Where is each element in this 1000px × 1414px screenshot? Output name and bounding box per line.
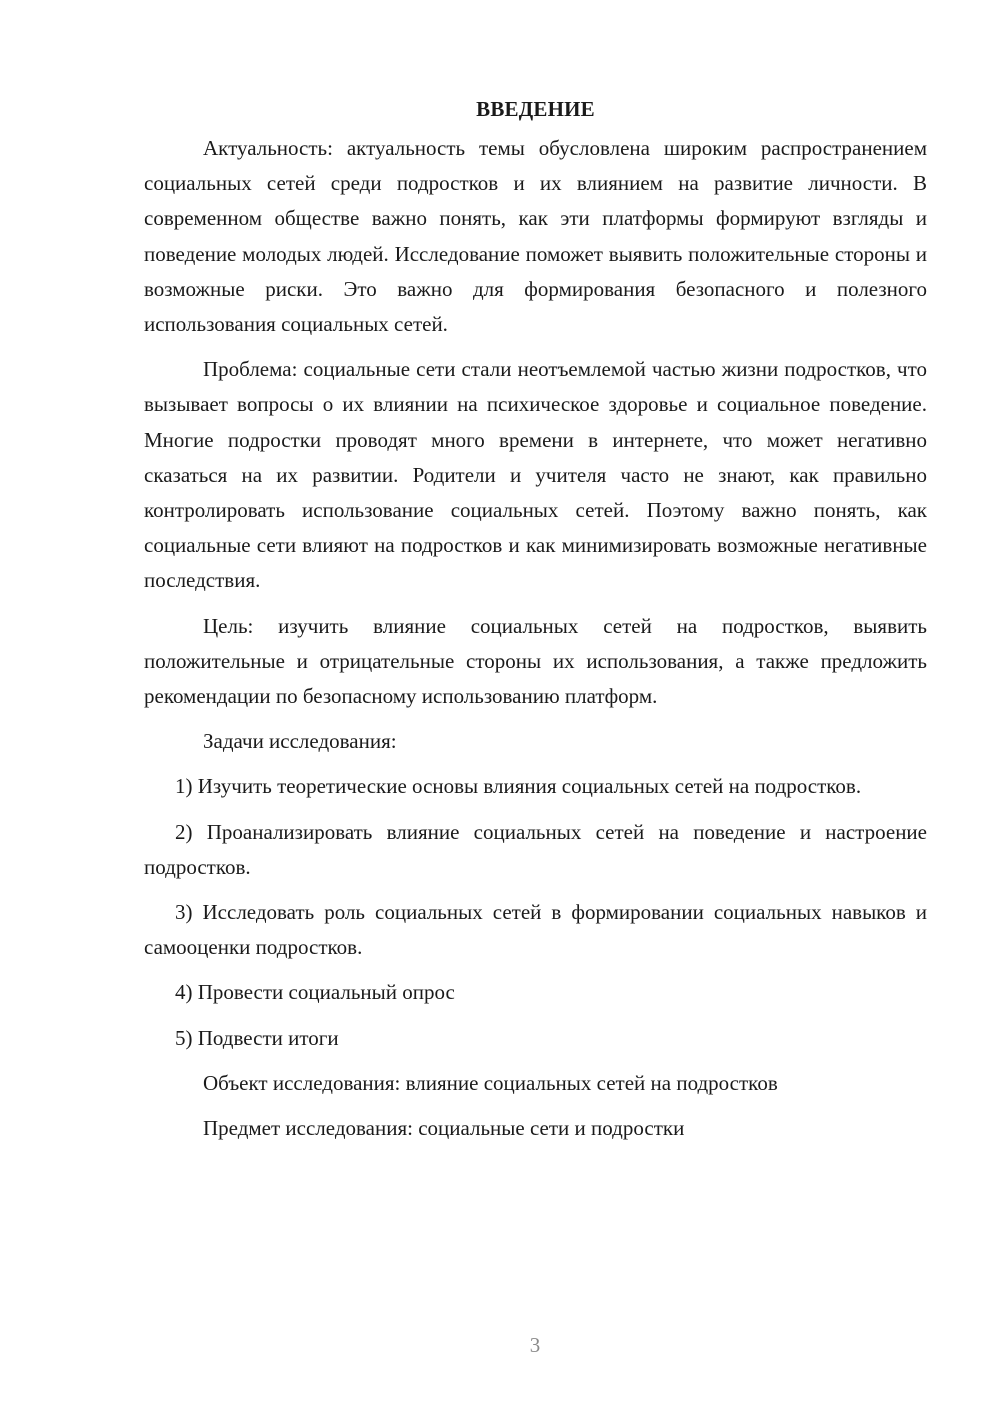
research-subject: Предмет исследования: социальные сети и подростки <box>203 1116 685 1141</box>
page-title: ВВЕДЕНИЕ <box>476 97 595 121</box>
task-item-3: 3) Исследовать роль социальных сетей в формировании социальных навыков и самооценки подростков. <box>144 900 927 960</box>
task-item-1: 1) Изучить теоретические основы влияния социальных сетей на подростков. <box>175 774 862 799</box>
tasks-heading: Задачи исследования: <box>203 729 397 754</box>
problem-paragraph: Проблема: социальные сети стали неотъемлемой частью жизни подростков, что вызывает вопросы о их влиянии на психическое здоровье и социальное поведение. Многие подростки проводят много времени в интернете, что может негативно сказаться на их развитии. Родители и учителя часто не знают, как правильно контролировать использование социальных сетей. Поэтому важно понять, как социальные сети влияют на подростков и как минимизировать возможные негативные последствия. <box>144 357 927 593</box>
task-item-5: 5) Подвести итоги <box>175 1025 339 1050</box>
task-item-4: 4) Провести социальный опрос <box>175 980 455 1005</box>
goal-paragraph: Цель: изучить влияние социальных сетей на подростков, выявить положительные и отрицательные стороны их использования, а также предложить рекомендации по безопасному использованию платформ. <box>144 613 927 709</box>
research-object: Объект исследования: влияние социальных сетей на подростков <box>203 1070 778 1095</box>
page-number: 3 <box>529 1333 541 1357</box>
page-content <box>144 92 927 1156</box>
relevance-paragraph: Актуальность: актуальность темы обусловлена широким распространением социальных сетей среди подростков и их влиянием на развитие личности. В современном обществе важно понять, как эти платформы формируют взгляды и поведение молодых людей. Исследование поможет выявить положительные стороны и возможные риски. Это важно для формирования безопасного и полезного использования социальных сетей. <box>144 136 927 337</box>
task-item-2: 2) Проанализировать влияние социальных сетей на поведение и настроение подростков. <box>144 819 927 879</box>
